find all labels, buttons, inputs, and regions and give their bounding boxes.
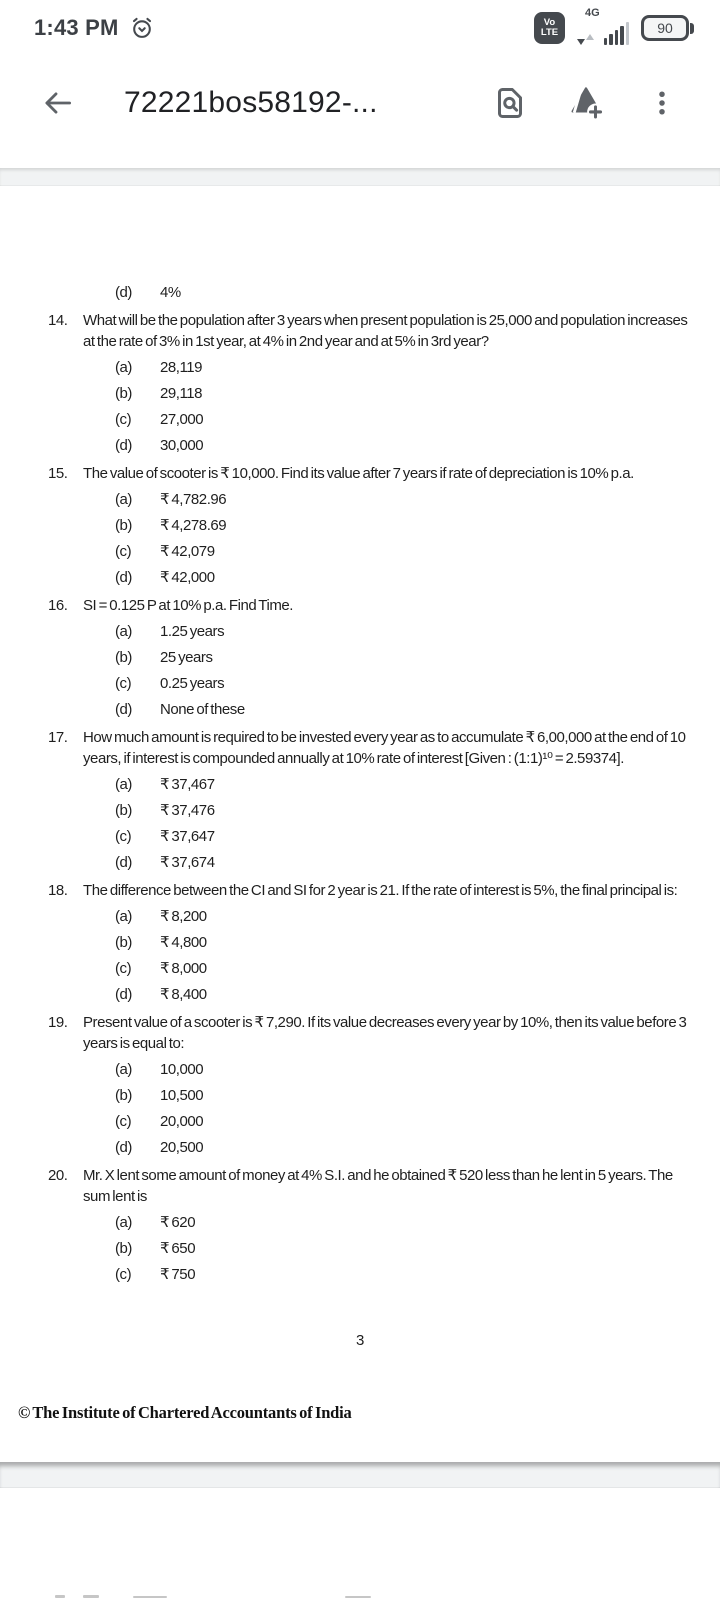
previous-page-bottom	[0, 150, 720, 168]
add-to-drive-button[interactable]	[566, 83, 606, 123]
pdf-page-4-top	[0, 1488, 720, 1600]
pdf-viewer-scroll-area[interactable]	[0, 150, 720, 1600]
question-17: 17. How much amount is required to be invested every year as to accumulate ₹ 6,00,000 at the end of 10 years, if interest is compounded annually at 10% rate of interest [Given : (1:1)¹⁰ = 2.59374].	[48, 729, 686, 767]
option-row: (d) ₹ 42,000	[115, 569, 215, 586]
signal-strength-icon	[577, 9, 629, 47]
more-vert-icon	[647, 88, 677, 118]
page-number: 3	[355, 1332, 365, 1349]
overflow-menu-button[interactable]	[642, 83, 682, 123]
data-activity-icon	[577, 34, 594, 45]
option-row: (b) ₹ 650	[115, 1240, 196, 1257]
back-button[interactable]	[36, 83, 76, 123]
page-gap	[0, 1462, 720, 1488]
copyright-footer: © The Institute of Chartered Accountants of India	[18, 1403, 352, 1422]
option-row: (a) 28,119	[115, 359, 203, 376]
question-20: 20. Mr. X lent some amount of money at 4% S.I. and he obtained ₹ 520 less than he lent in 5 years. The sum lent is	[48, 1167, 673, 1205]
question-18: 18. The difference between the CI and SI for 2 year is 21. If the rate of interest is 5%, the final principal is:	[48, 882, 678, 899]
option-row: (d) None of these	[115, 701, 245, 718]
find-in-page-icon	[492, 85, 528, 121]
option-row: (c) ₹ 750	[115, 1266, 196, 1283]
option-row: (d) ₹ 37,674	[115, 854, 215, 871]
option-row: (c) 20,000	[115, 1113, 204, 1130]
clock-time: 1:43 PM	[34, 15, 119, 40]
next-page-cutoff-text	[55, 1594, 455, 1598]
back-arrow-icon	[39, 86, 73, 120]
option-row: (d) 30,000	[115, 437, 204, 454]
page-gap	[0, 168, 720, 186]
status-bar	[0, 0, 720, 56]
option-row: (a) ₹ 620	[115, 1214, 196, 1231]
option-row: (b) ₹ 4,800	[115, 934, 207, 951]
network-type-label: 4G	[585, 7, 600, 19]
option-row: (a) ₹ 4,782.96	[115, 491, 227, 508]
option-row: (b) ₹ 37,476	[115, 802, 215, 819]
option-row: (c) 0.25 years	[115, 675, 225, 692]
document-title: 72221bos58192-...	[124, 86, 378, 119]
option-row: (a) 10,000	[115, 1061, 204, 1078]
question-15: 15. The value of scooter is ₹ 10,000. Find its value after 7 years if rate of depreciation is 10% p.a.	[48, 465, 634, 482]
option-row: (a) ₹ 8,200	[115, 908, 207, 925]
option-row: (a) 1.25 years	[115, 623, 225, 640]
question-16: 16. SI = 0.125 P at 10% p.a. Find Time.	[48, 597, 293, 614]
option-row: (b) 29,118	[115, 385, 203, 402]
option-row: (a) ₹ 37,467	[115, 776, 215, 793]
battery-icon	[641, 15, 694, 41]
signal-bars-icon	[604, 22, 630, 45]
add-to-drive-icon	[567, 84, 605, 122]
question-19: 19. Present value of a scooter is ₹ 7,290. If its value decreases every year by 10%, then its value before 3 years is equal to:	[48, 1014, 687, 1052]
option-row: (c) ₹ 37,647	[115, 828, 215, 845]
option-row: (b) 25 years	[115, 649, 213, 666]
option-row: (d) ₹ 8,400	[115, 986, 207, 1003]
option-row: (d) 4%	[115, 284, 181, 301]
app-header	[0, 56, 720, 150]
option-row: (c) ₹ 42,079	[115, 543, 215, 560]
alarm-icon	[129, 15, 155, 41]
option-row: (c) ₹ 8,000	[115, 960, 207, 977]
option-row: (c) 27,000	[115, 411, 204, 428]
question-14: 14. What will be the population after 3 years when present population is 25,000 and population increases at the rate of 3% in 1st year, at 4% in 2nd year and at 5% in 3rd year?	[48, 312, 688, 350]
volte-icon: Vo LTE	[534, 12, 565, 44]
option-row: (b) 10,500	[115, 1087, 204, 1104]
find-in-page-button[interactable]	[490, 83, 530, 123]
battery-percent: 90	[657, 20, 673, 36]
option-row: (d) 20,500	[115, 1139, 204, 1156]
pdf-page-3	[0, 186, 720, 1462]
option-row: (b) ₹ 4,278.69	[115, 517, 227, 534]
